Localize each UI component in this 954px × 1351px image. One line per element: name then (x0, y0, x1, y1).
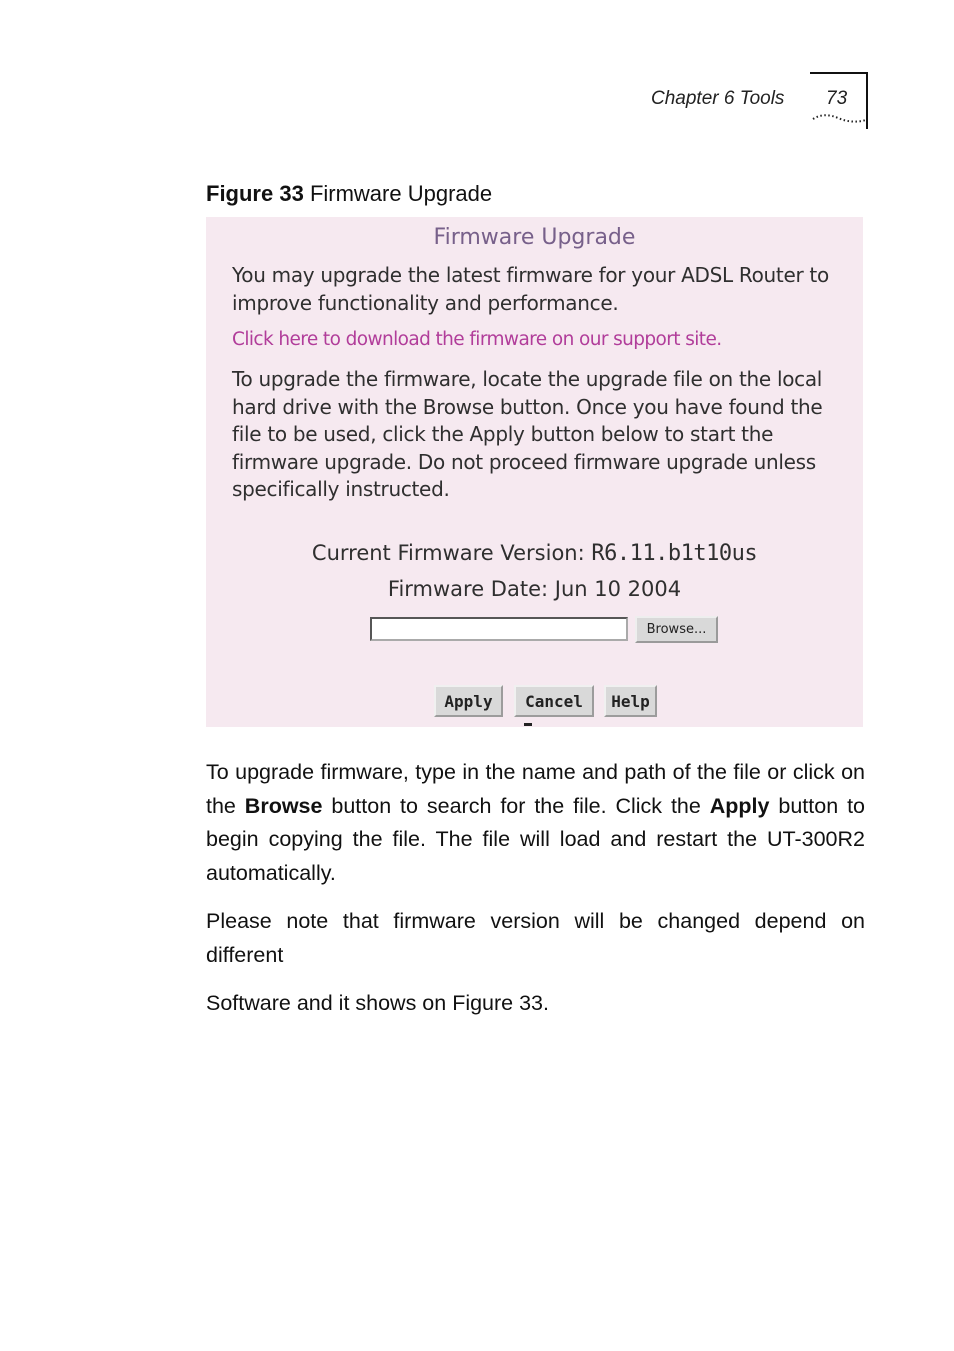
body-paragraph-note: Please note that firmware version will be changed depend on different (206, 909, 865, 967)
firmware-upgrade-screenshot (206, 217, 863, 727)
body-paragraph-upgrade (206, 756, 865, 890)
version-label: Current Firmware Version: (311, 541, 585, 565)
firmware-file-input[interactable] (370, 617, 628, 641)
p1-text-b: button to search for the file. Click the (322, 793, 710, 818)
date-label: Firmware Date: (387, 577, 549, 601)
p1-text-c: button to begin copying the file. The file will load and restart the UT-300R2 automatically. (206, 793, 865, 885)
firmware-date (206, 577, 863, 601)
figure-caption (206, 181, 492, 207)
download-firmware-link[interactable]: Click here to download the firmware on our support site. (232, 329, 722, 350)
apply-button[interactable]: Apply (434, 685, 503, 717)
date-value: Jun 10 2004 (554, 577, 682, 601)
cancel-button[interactable]: Cancel (514, 685, 594, 717)
current-firmware-version (206, 541, 863, 566)
p1-browse-bold: Browse (244, 793, 323, 818)
figure-label: Figure 33 (206, 181, 304, 206)
help-button[interactable]: Help (604, 685, 657, 717)
chapter-title: Chapter 6 Tools (651, 88, 785, 109)
browse-button[interactable]: Browse... (635, 616, 718, 643)
page-number: 73 (826, 88, 848, 109)
firmware-upgrade-heading: Firmware Upgrade (433, 225, 636, 250)
p1-apply-bold: Apply (709, 793, 770, 818)
cursor-mark (524, 723, 532, 726)
firmware-intro-text: You may upgrade the latest firmware for your ADSL Router to improve functionality and performance. (232, 263, 829, 315)
version-value: R6.11.b1t10us (591, 541, 758, 566)
p1-text-a: To upgrade firmware, type in the name and path of the file or click on the (206, 760, 865, 818)
figure-title: Firmware Upgrade (309, 181, 493, 206)
firmware-instructions-text: To upgrade the firmware, locate the upgrade file on the local hard drive with the Browse button. Once you have found the file to be used, click the Apply button below to start the firmware upgrade. Do not proceed firmware upgrade unless specifically instructed. (232, 367, 823, 501)
page-corner-decoration-icon (810, 72, 868, 130)
body-paragraph-software: Software and it shows on Figure 33. (206, 991, 549, 1015)
